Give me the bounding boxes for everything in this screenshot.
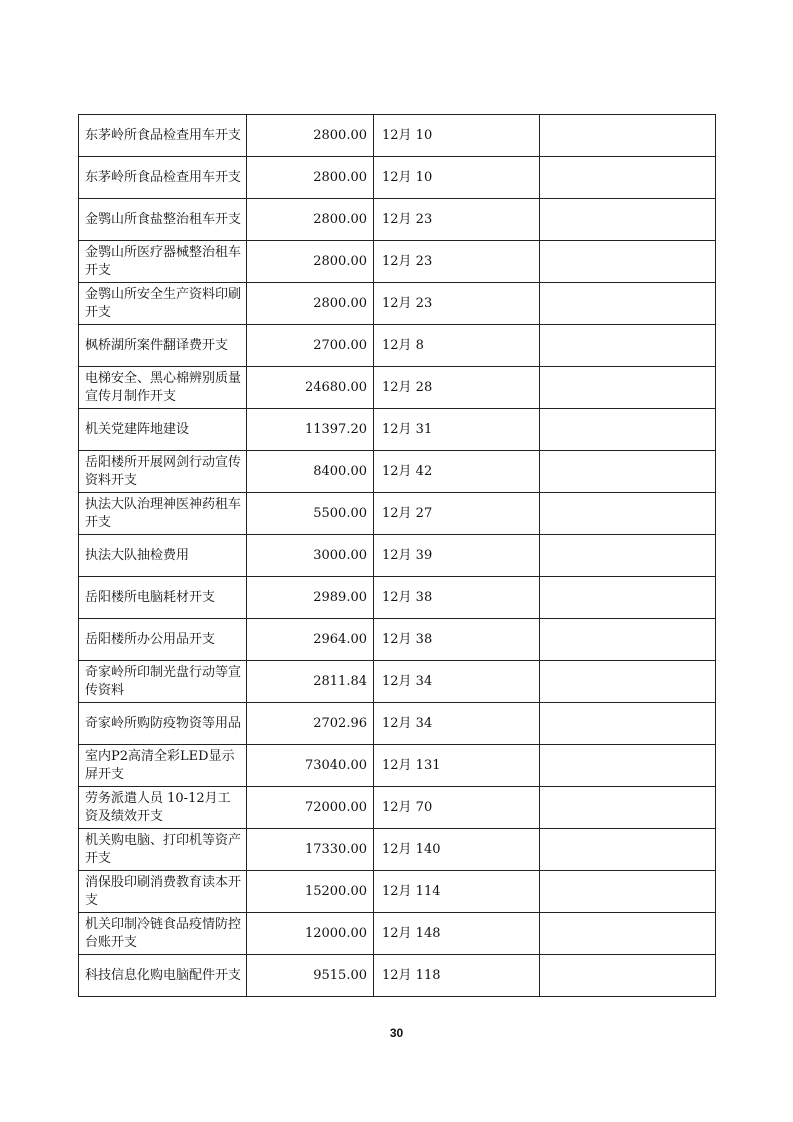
- voucher-cell: 12月 118: [374, 955, 540, 997]
- note-cell: [540, 157, 716, 199]
- table-row: [79, 409, 716, 451]
- item-cell: 机关印制冷链食品疫情防控台账开支: [79, 913, 247, 955]
- table-row: [79, 115, 716, 157]
- voucher-cell: 12月 23: [374, 283, 540, 325]
- item-cell: 东茅岭所食品检查用车开支: [79, 115, 247, 157]
- note-cell: [540, 787, 716, 829]
- table-row: [79, 871, 716, 913]
- amount-cell: 73040.00: [247, 745, 374, 787]
- voucher-cell: 12月 28: [374, 367, 540, 409]
- item-cell: 室内P2高清全彩LED显示屏开支: [79, 745, 247, 787]
- note-cell: [540, 199, 716, 241]
- item-cell: 金鹗山所安全生产资料印刷开支: [79, 283, 247, 325]
- table-row: [79, 913, 716, 955]
- amount-cell: 2811.84: [247, 661, 374, 703]
- amount-cell: 17330.00: [247, 829, 374, 871]
- table-row: [79, 745, 716, 787]
- item-cell: 岳阳楼所电脑耗材开支: [79, 577, 247, 619]
- amount-cell: 5500.00: [247, 493, 374, 535]
- table-row: [79, 955, 716, 997]
- table-row: [79, 619, 716, 661]
- item-cell: 金鹗山所食盐整治租车开支: [79, 199, 247, 241]
- item-cell: 奇家岭所购防疫物资等用品: [79, 703, 247, 745]
- voucher-cell: 12月 42: [374, 451, 540, 493]
- table-row: [79, 493, 716, 535]
- item-cell: 金鹗山所医疗器械整治租车开支: [79, 241, 247, 283]
- item-cell: 执法大队治理神医神药租车开支: [79, 493, 247, 535]
- voucher-cell: 12月 148: [374, 913, 540, 955]
- amount-cell: 2702.96: [247, 703, 374, 745]
- amount-cell: 8400.00: [247, 451, 374, 493]
- voucher-cell: 12月 70: [374, 787, 540, 829]
- voucher-cell: 12月 38: [374, 577, 540, 619]
- table-row: [79, 325, 716, 367]
- voucher-cell: 12月 27: [374, 493, 540, 535]
- voucher-cell: 12月 39: [374, 535, 540, 577]
- amount-cell: 9515.00: [247, 955, 374, 997]
- amount-cell: 2989.00: [247, 577, 374, 619]
- amount-cell: 3000.00: [247, 535, 374, 577]
- voucher-cell: 12月 23: [374, 241, 540, 283]
- amount-cell: 2800.00: [247, 157, 374, 199]
- voucher-cell: 12月 31: [374, 409, 540, 451]
- voucher-cell: 12月 131: [374, 745, 540, 787]
- item-cell: 机关购电脑、打印机等资产开支: [79, 829, 247, 871]
- item-cell: 劳务派遣人员 10-12月工资及绩效开支: [79, 787, 247, 829]
- voucher-cell: 12月 38: [374, 619, 540, 661]
- item-cell: 岳阳楼所办公用品开支: [79, 619, 247, 661]
- table-row: [79, 241, 716, 283]
- table-row: [79, 703, 716, 745]
- amount-cell: 2800.00: [247, 241, 374, 283]
- note-cell: [540, 493, 716, 535]
- voucher-cell: 12月 114: [374, 871, 540, 913]
- item-cell: 岳阳楼所开展网剑行动宣传资料开支: [79, 451, 247, 493]
- table-row: [79, 367, 716, 409]
- amount-cell: 2964.00: [247, 619, 374, 661]
- note-cell: [540, 913, 716, 955]
- voucher-cell: 12月 10: [374, 115, 540, 157]
- expense-table-body: [79, 115, 716, 997]
- table-row: [79, 787, 716, 829]
- table-row: [79, 535, 716, 577]
- note-cell: [540, 955, 716, 997]
- note-cell: [540, 451, 716, 493]
- amount-cell: 11397.20: [247, 409, 374, 451]
- amount-cell: 2700.00: [247, 325, 374, 367]
- item-cell: 机关党建阵地建设: [79, 409, 247, 451]
- voucher-cell: 12月 34: [374, 703, 540, 745]
- note-cell: [540, 829, 716, 871]
- note-cell: [540, 325, 716, 367]
- table-row: [79, 157, 716, 199]
- amount-cell: 12000.00: [247, 913, 374, 955]
- table-row: [79, 199, 716, 241]
- item-cell: 奇家岭所印制光盘行动等宣传资料: [79, 661, 247, 703]
- note-cell: [540, 115, 716, 157]
- note-cell: [540, 283, 716, 325]
- page-number: 30: [389, 1026, 404, 1040]
- voucher-cell: 12月 8: [374, 325, 540, 367]
- amount-cell: 2800.00: [247, 115, 374, 157]
- note-cell: [540, 367, 716, 409]
- table-row: [79, 829, 716, 871]
- note-cell: [540, 745, 716, 787]
- expense-table: [78, 114, 716, 997]
- voucher-cell: 12月 23: [374, 199, 540, 241]
- note-cell: [540, 409, 716, 451]
- note-cell: [540, 535, 716, 577]
- note-cell: [540, 661, 716, 703]
- note-cell: [540, 241, 716, 283]
- item-cell: 消保股印刷消费教育读本开支: [79, 871, 247, 913]
- item-cell: 枫桥湖所案件翻译费开支: [79, 325, 247, 367]
- item-cell: 科技信息化购电脑配件开支: [79, 955, 247, 997]
- note-cell: [540, 619, 716, 661]
- amount-cell: 15200.00: [247, 871, 374, 913]
- amount-cell: 2800.00: [247, 199, 374, 241]
- item-cell: 电梯安全、黑心棉辨别质量宣传月制作开支: [79, 367, 247, 409]
- note-cell: [540, 703, 716, 745]
- amount-cell: 72000.00: [247, 787, 374, 829]
- table-row: [79, 577, 716, 619]
- table-row: [79, 283, 716, 325]
- amount-cell: 2800.00: [247, 283, 374, 325]
- note-cell: [540, 871, 716, 913]
- voucher-cell: 12月 10: [374, 157, 540, 199]
- voucher-cell: 12月 34: [374, 661, 540, 703]
- item-cell: 执法大队抽检费用: [79, 535, 247, 577]
- note-cell: [540, 577, 716, 619]
- table-row: [79, 451, 716, 493]
- voucher-cell: 12月 140: [374, 829, 540, 871]
- table-row: [79, 661, 716, 703]
- amount-cell: 24680.00: [247, 367, 374, 409]
- item-cell: 东茅岭所食品检查用车开支: [79, 157, 247, 199]
